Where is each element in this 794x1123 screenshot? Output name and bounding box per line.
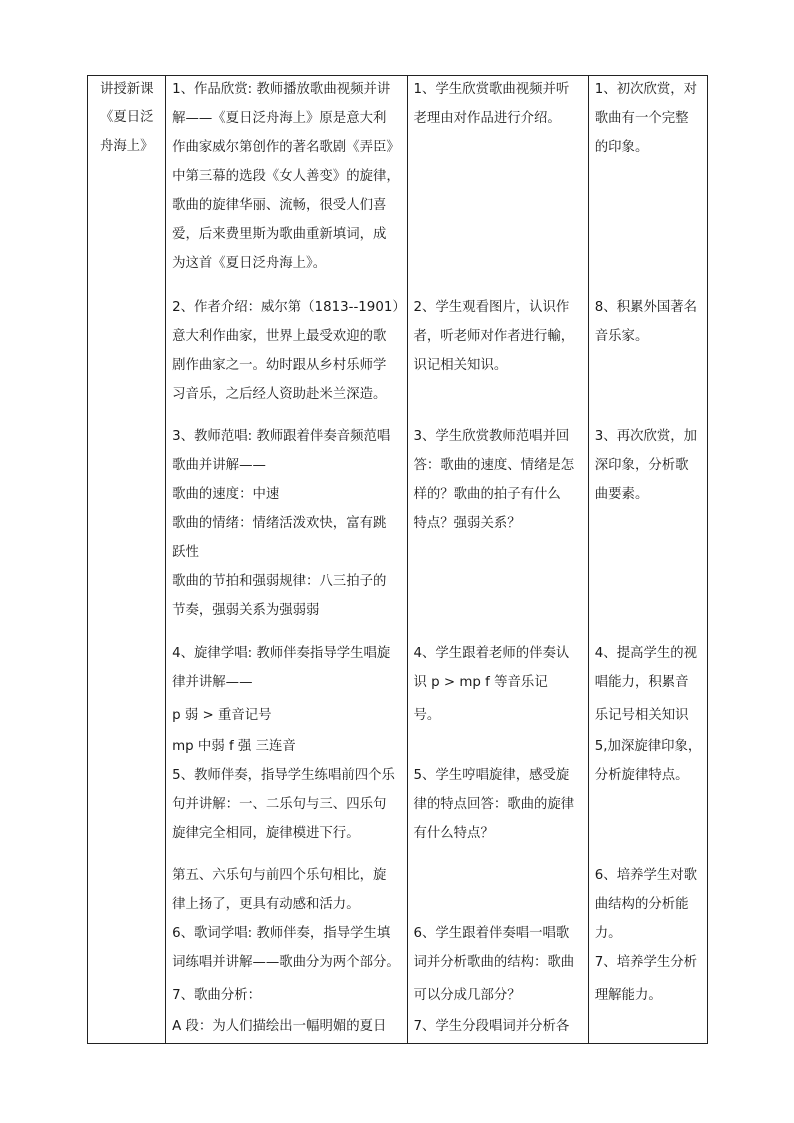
text-line: 特点？强弱关系？ — [413, 516, 521, 531]
text-line: 7、培养学生分析 — [594, 955, 698, 970]
text-line: 6、歌词学唱: 教师伴奏，指导学生填 — [172, 926, 391, 941]
text-line: 1、初次欣赏，对 — [594, 82, 698, 97]
text-line: 歌曲并讲解—— — [172, 458, 266, 473]
text-line: 歌曲的速度：中速 — [172, 487, 280, 502]
text-line: 可以分成几部分？ — [413, 988, 521, 1003]
text-line: 第五、六乐句与前四个乐句相比，旋 — [172, 868, 387, 883]
text-line: 句并讲解：一、二乐句与三、四乐句 — [172, 797, 387, 812]
text-line: 8、积累外国著名 — [594, 300, 698, 315]
teacher-activity-cell — [166, 76, 407, 1044]
text-line: 节奏，强弱关系为强弱弱 — [172, 603, 320, 618]
text-line: mp 中弱 f 强 三连音 — [172, 739, 296, 754]
text-line: 歌曲的旋律华丽、流畅，很受人们喜 — [172, 198, 387, 213]
text-line: 5、学生哼唱旋律，感受旋 — [413, 768, 570, 783]
section-cell — [88, 76, 166, 1044]
section-line: 讲授新课 — [100, 82, 154, 97]
text-line: 爱，后来费里斯为歌曲重新填词，成 — [172, 227, 387, 242]
table-row — [88, 76, 708, 1044]
text-line: 音乐家。 — [594, 329, 649, 344]
text-line: 词并分析歌曲的结构：歌曲 — [413, 955, 575, 970]
text-line: 识 p > mp f 等音乐记 — [413, 675, 548, 690]
text-line: 意大利作曲家，世界上最受欢迎的歌 — [172, 329, 387, 344]
text-line: 歌曲有一个完整 — [594, 111, 689, 126]
text-line: 律的特点回答：歌曲的旋律 — [413, 797, 575, 812]
section-line: 舟海上》 — [100, 139, 154, 154]
text-line: 者，听老师对作者进行輸， — [413, 329, 575, 344]
text-line: 理解能力。 — [594, 988, 662, 1003]
text-line: 4、提高学生的视 — [594, 646, 698, 661]
text-line: 为这首《夏日泛舟海上》。 — [172, 256, 327, 271]
text-line: 有什么特点？ — [413, 826, 494, 841]
text-line: 3、教师范唱: 教师跟着伴奏音频范唱 — [172, 429, 391, 444]
text-line: 5,加深旋律印象， — [594, 739, 702, 754]
text-line: 7、歌曲分析： — [172, 988, 261, 1003]
text-line: 解——《夏日泛舟海上》原是意大利 — [172, 111, 387, 126]
text-line: 号。 — [413, 708, 441, 723]
text-line: 分析旋律特点。 — [594, 768, 689, 783]
text-line: 剧作曲家之一。幼时跟从乡村乐师学 — [172, 358, 387, 373]
text-line: 2、作者介绍：威尔第（1813--1901） — [172, 300, 406, 315]
text-line: 律并讲解—— — [172, 675, 253, 690]
text-line: 3、再次欣赏，加 — [594, 429, 698, 444]
text-line: 曲要素。 — [594, 487, 649, 502]
text-line: 乐记号相关知识 — [594, 708, 689, 723]
text-line: 唱能力，积累音 — [594, 675, 689, 690]
text-line: 跃性 — [172, 545, 199, 560]
student-activity-cell — [407, 76, 588, 1044]
text-line: 曲结构的分析能 — [594, 897, 689, 912]
text-line: 的印象。 — [594, 140, 649, 155]
text-line: 1、作品欣赏: 教师播放歌曲视频并讲 — [172, 82, 391, 97]
text-line: 4、旋律学唱: 教师伴奏指导学生唱旋 — [172, 646, 391, 661]
text-line: 4、学生跟着老师的伴奏认 — [413, 646, 570, 661]
section-line: 《夏日泛 — [100, 110, 154, 125]
text-line: 6、学生跟着伴奏唱一唱歌 — [413, 926, 570, 941]
text-line: 识记相关知识。 — [413, 358, 508, 373]
lesson-plan-table — [87, 75, 708, 1044]
text-line: 6、培养学生对歌 — [594, 868, 698, 883]
text-line: 律上扬了，更具有动感和活力。 — [172, 897, 360, 912]
text-line: 1、学生欣赏歌曲视频并听 — [413, 82, 570, 97]
text-line: 老理由对作品进行介绍。 — [413, 111, 561, 126]
text-line: 5、教师伴奏，指导学生练唱前四个乐 — [172, 768, 395, 783]
text-line: 旋律完全相同，旋律模进下行。 — [172, 826, 360, 841]
design-intent-cell — [588, 76, 707, 1044]
text-line: 深印象，分析歌 — [594, 458, 689, 473]
text-line: 词练唱并讲解——歌曲分为两个部分。 — [172, 955, 400, 970]
text-line: 习音乐，之后经人资助赴米兰深造。 — [172, 387, 387, 402]
text-line: 中第三幕的选段《女人善变》的旋律， — [172, 169, 400, 184]
text-line: 3、学生欣赏教师范唱并回 — [413, 429, 570, 444]
text-line: 样的？歌曲的拍子有什么 — [413, 487, 561, 502]
text-line: 2、学生观看图片，认识作 — [413, 300, 570, 315]
text-line: 歌曲的情绪：情绪活泼欢快，富有跳 — [172, 516, 387, 531]
text-line: p 弱 > 重音记号 — [172, 708, 272, 723]
text-line: A 段：为人们描绘出一幅明媚的夏日 — [172, 1019, 387, 1034]
text-line: 答：歌曲的速度、情绪是怎 — [413, 458, 575, 473]
text-line: 7、学生分段唱词并分析各 — [413, 1019, 570, 1034]
text-line: 作曲家威尔第创作的著名歌剧《弄臣》 — [172, 140, 400, 155]
text-line: 力。 — [594, 926, 622, 941]
text-line: 歌曲的节拍和强弱规律：八三拍子的 — [172, 574, 387, 589]
